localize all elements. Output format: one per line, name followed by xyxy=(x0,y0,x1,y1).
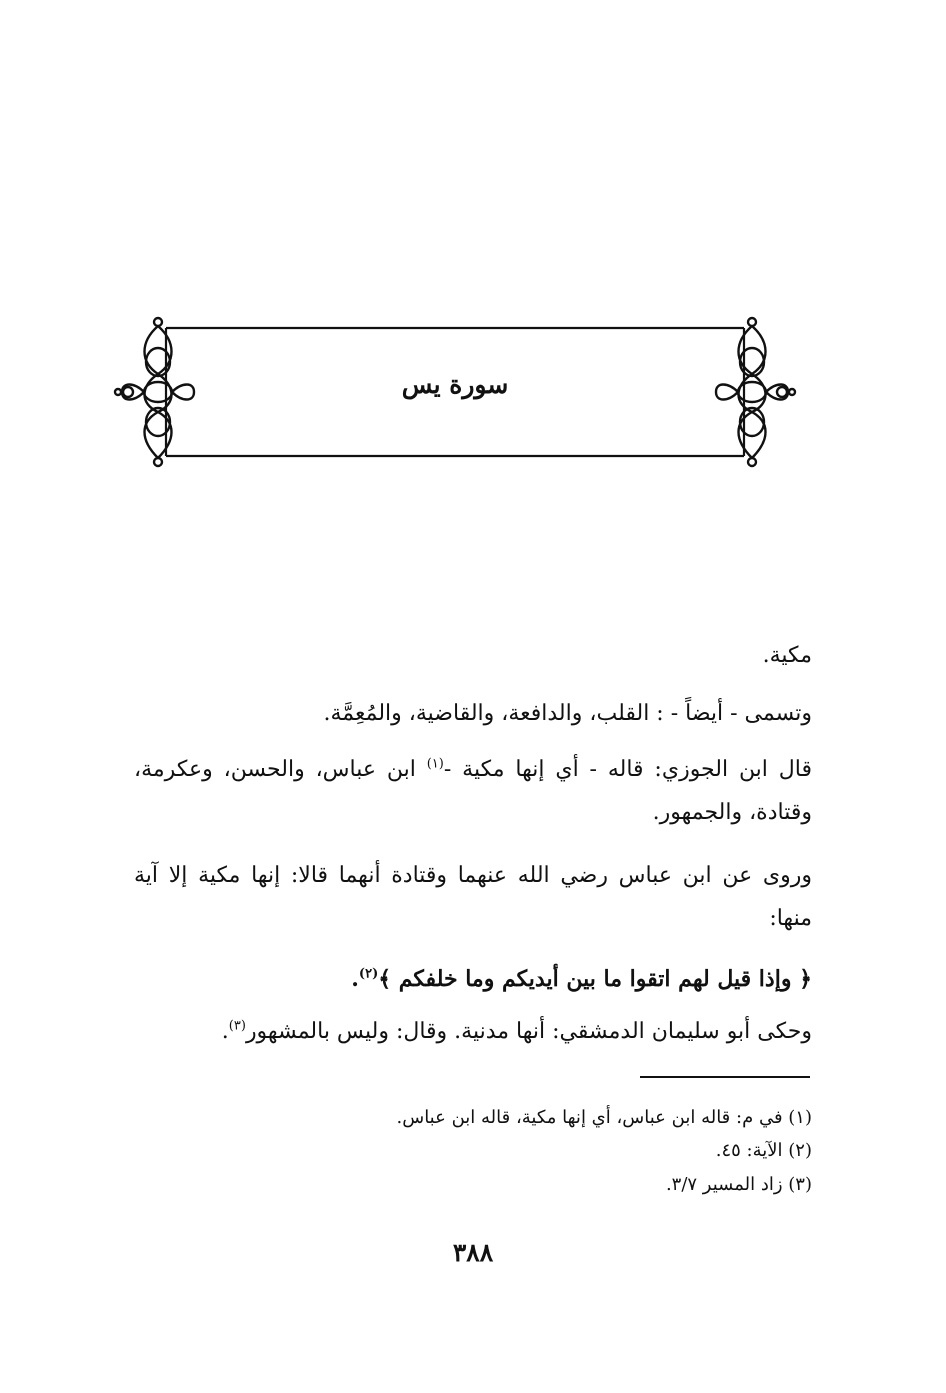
ibn-jawzi-text: قال ابن الجوزي: قاله - أي إنها مكية - xyxy=(443,757,812,782)
quran-verse xyxy=(134,958,812,1001)
verse-text: ﴿ وإذا قيل لهم اتقوا ما بين أيديكم وما خلفكم ﴾ xyxy=(378,966,812,992)
footnote-3: (٣) زاد المسير ٣/٧. xyxy=(665,1174,812,1195)
footnote-1: (١) في م: قاله ابن عباس، أي إنها مكية، قاله ابن عباس. xyxy=(396,1107,812,1128)
footnote-2: (٢) الآية: ٤٥. xyxy=(715,1140,812,1161)
page-number: ٣٨٨ xyxy=(452,1238,494,1267)
footnote-divider xyxy=(640,1076,810,1078)
ibn-jawzi-rest: ابن عباس، والحسن، وعكرمة، وقتادة، والجمهور. xyxy=(134,757,812,825)
paragraph-names: وتسمى - أيضاً - : القلب، والدافعة، والقاضية، والمُعِمَّة. xyxy=(323,701,812,726)
footnote-ref-1[interactable]: (١) xyxy=(426,756,444,772)
paragraph-riwaya: وروى عن ابن عباس رضي الله عنهما وقتادة أنهما قالا: إنها مكية إلا آية منها: xyxy=(134,863,812,931)
surah-title-cartouche xyxy=(110,312,800,472)
dimashqi-end: . xyxy=(221,1019,229,1044)
paragraph-dimashqi xyxy=(134,1010,812,1053)
footnote-ref-3[interactable]: (٣) xyxy=(228,1018,246,1034)
verse-end: . xyxy=(351,966,359,992)
paragraph-ibn-jawzi xyxy=(134,748,812,834)
footnote-ref-2[interactable]: (٢) xyxy=(358,966,379,982)
dimashqi-text: وحكى أبو سليمان الدمشقي: أنها مدنية. وقال: وليس بالمشهور xyxy=(245,1019,812,1044)
surah-title: سورة يس xyxy=(401,370,509,399)
paragraph-makkiya: مكية. xyxy=(762,643,812,668)
